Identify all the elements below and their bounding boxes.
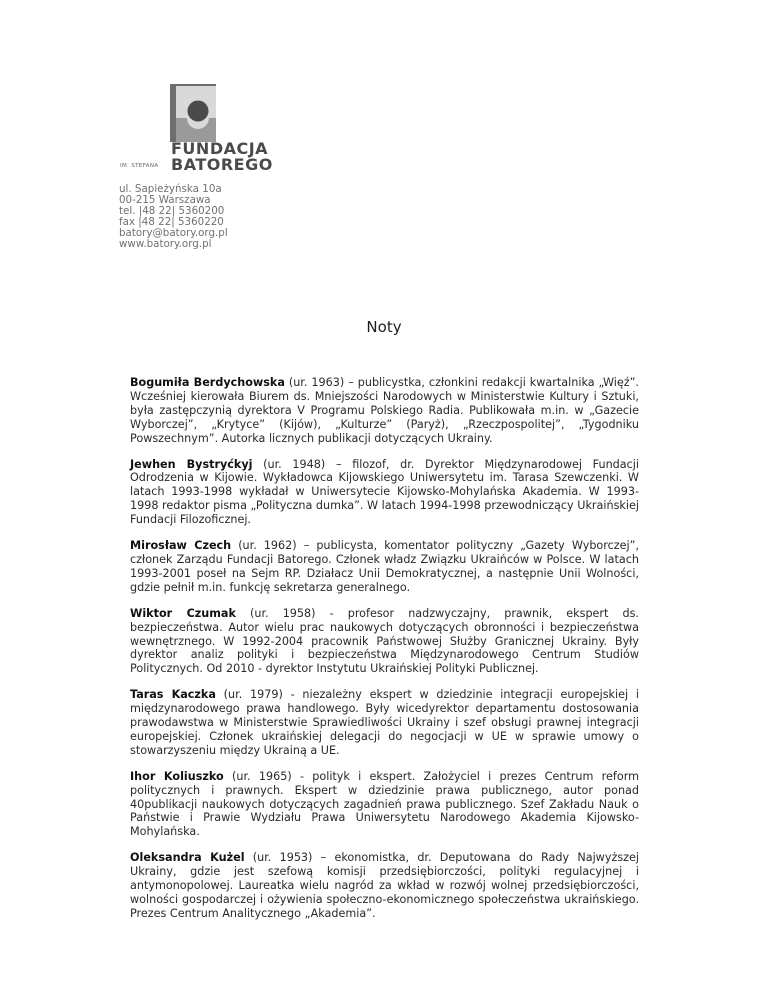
address-email: batory@batory.org.pl [119,227,228,239]
bio-name: Wiktor Czumak [130,606,236,620]
foundation-logo [120,80,273,175]
bio-name: Bogumiła Berdychowska [130,376,285,389]
address-city: 00-215 Warszawa [119,194,211,206]
logo-line-batorego: BATOREGO [171,155,273,174]
address-phone: tel. |48 22| 5360200 [119,205,225,217]
contact-address [119,184,319,250]
address-website: www.batory.org.pl [119,238,212,250]
logo-mark-icon [170,84,218,142]
logo-line-fundacja: FUNDACJA [171,139,269,158]
bio-name: Taras Kaczka [130,688,216,702]
bio-name: Mirosław Czech [130,539,232,553]
bio-text: (ur. 1953) – ekonomistka, dr. Deputowana do Rady Najwyższej Ukrainy, gdzie jest szefową komisji przedsiębiorczości, polityki regulacyjnej i antymonopolowej. Laureatka wielu nagród za wkład w rozwój wolnej przedsiębiorczości, wolności gospodarczej i ożywienia społeczno-ekonomicznego społeczeństwa ukraińskiego. Prezes Centrum Analitycznego „Akademia”. [130,851,640,920]
bio-text: (ur. 1962) – publicysta, komentator polityczny „Gazety Wyborczej”, członek Zarządu Fundacji Batorego. Członek władz Związku Ukraińców w Polsce. W latach 1993-2001 poseł na Sejm RP. Działacz Unii Demokratycznej, a następnie Unii Wolności, gdzie pełnił m.in. funkcję sekretarza generalnego. [130,539,639,594]
bio-name: Oleksandra Kużel [130,851,245,865]
bio-name: Ihor Koliuszko [130,769,224,783]
bio-entry [130,376,639,446]
address-street: ul. Sapieżyńska 10a [119,183,222,195]
bio-text: (ur. 1958) - profesor nadzwyczajny, prawnik, ekspert ds. bezpieczeństwa. Autor wielu prac naukowych dotyczących obronności i bezpieczeństwa wewnętrznego. W 1992-2004 pracownik Państwowej Służby Granicznej Ukrainy. Były dyrektor analiz polityki i bezpieczeństwa Międzynarodowego Centrum Studiów Politycznych. Od 2010 - dyrektor Instytutu Ukraińskiej Polityki Publicznej. [130,606,639,676]
bio-entry [130,688,639,758]
bio-text: (ur. 1979) - niezależny ekspert w dziedzinie integracji europejskiej i międzynarodowego prawa handlowego. Były wicedyrektor departamentu dostosowania prawodawstwa w Ministerstwie Sprawiedliwości Ukrainy i szef obsługi prawnej integracji europejskiej. Członek ukraińskiej delegacji do negocjacji w UE w sprawie umowy o stowarzyszeniu między Ukrainą a UE. [130,688,639,757]
bio-text: (ur. 1948) – filozof, dr. Dyrektor Międzynarodowej Fundacji Odrodzenia w Kijowie. Wykładowca Kijowskiego Uniwersytetu im. Tarasa Szewczenki. W latach 1993-1998 wykładał w Uniwersytecie Kijowsko-Mohylańska Akademia. W 1993-1998 redaktor pisma „Polityczna dumka”. W latach 1994-1998 przewodniczący Ukraińskiej Fundacji Filozoficznej. [130,457,639,527]
logo-prefix: IM. STEFANA [120,163,159,169]
bio-list [130,376,639,933]
logo-wordmark [120,139,273,176]
bio-text: (ur. 1963) – publicystka, członkini redakcji kwartalnika „Więź”. Wcześniej kierowała Biurem ds. Mniejszości Narodowych w Ministerstwie Kultury i Sztuki, była zastępczynią dyrektora V Programu Polskiego Radia. Publikowała m.in. w „Gazecie Wyborczej”, „Krytyce” (Kijów), „Kulturze” (Paryż), „Rzeczpospolitej”, „Tygodniku Powszechnym”. Autorka licznych publikacji dotyczących Ukrainy. [130,376,639,445]
bio-entry [130,458,639,528]
bio-entry [130,851,639,921]
bio-text: (ur. 1965) - polityk i ekspert. Założyciel i prezes Centrum reform politycznych i prawnych. Ekspert w dziedzinie prawa publicznego, autor ponad 40publikacji naukowych dotyczących zagadnień prawa publicznego. Szef Zakładu Nauk o Państwie i Prawie Wydziału Prawa Uniwersytetu Narodowego Akademia Kijowsko-Mohylańska. [130,769,639,839]
address-fax: fax |48 22| 5360220 [119,216,224,228]
bio-entry [130,770,639,840]
bio-entry [130,539,639,595]
bio-entry [130,607,639,677]
bio-name: Jewhen Bystryćkyj [130,457,253,471]
page-title: Noty [366,318,402,336]
